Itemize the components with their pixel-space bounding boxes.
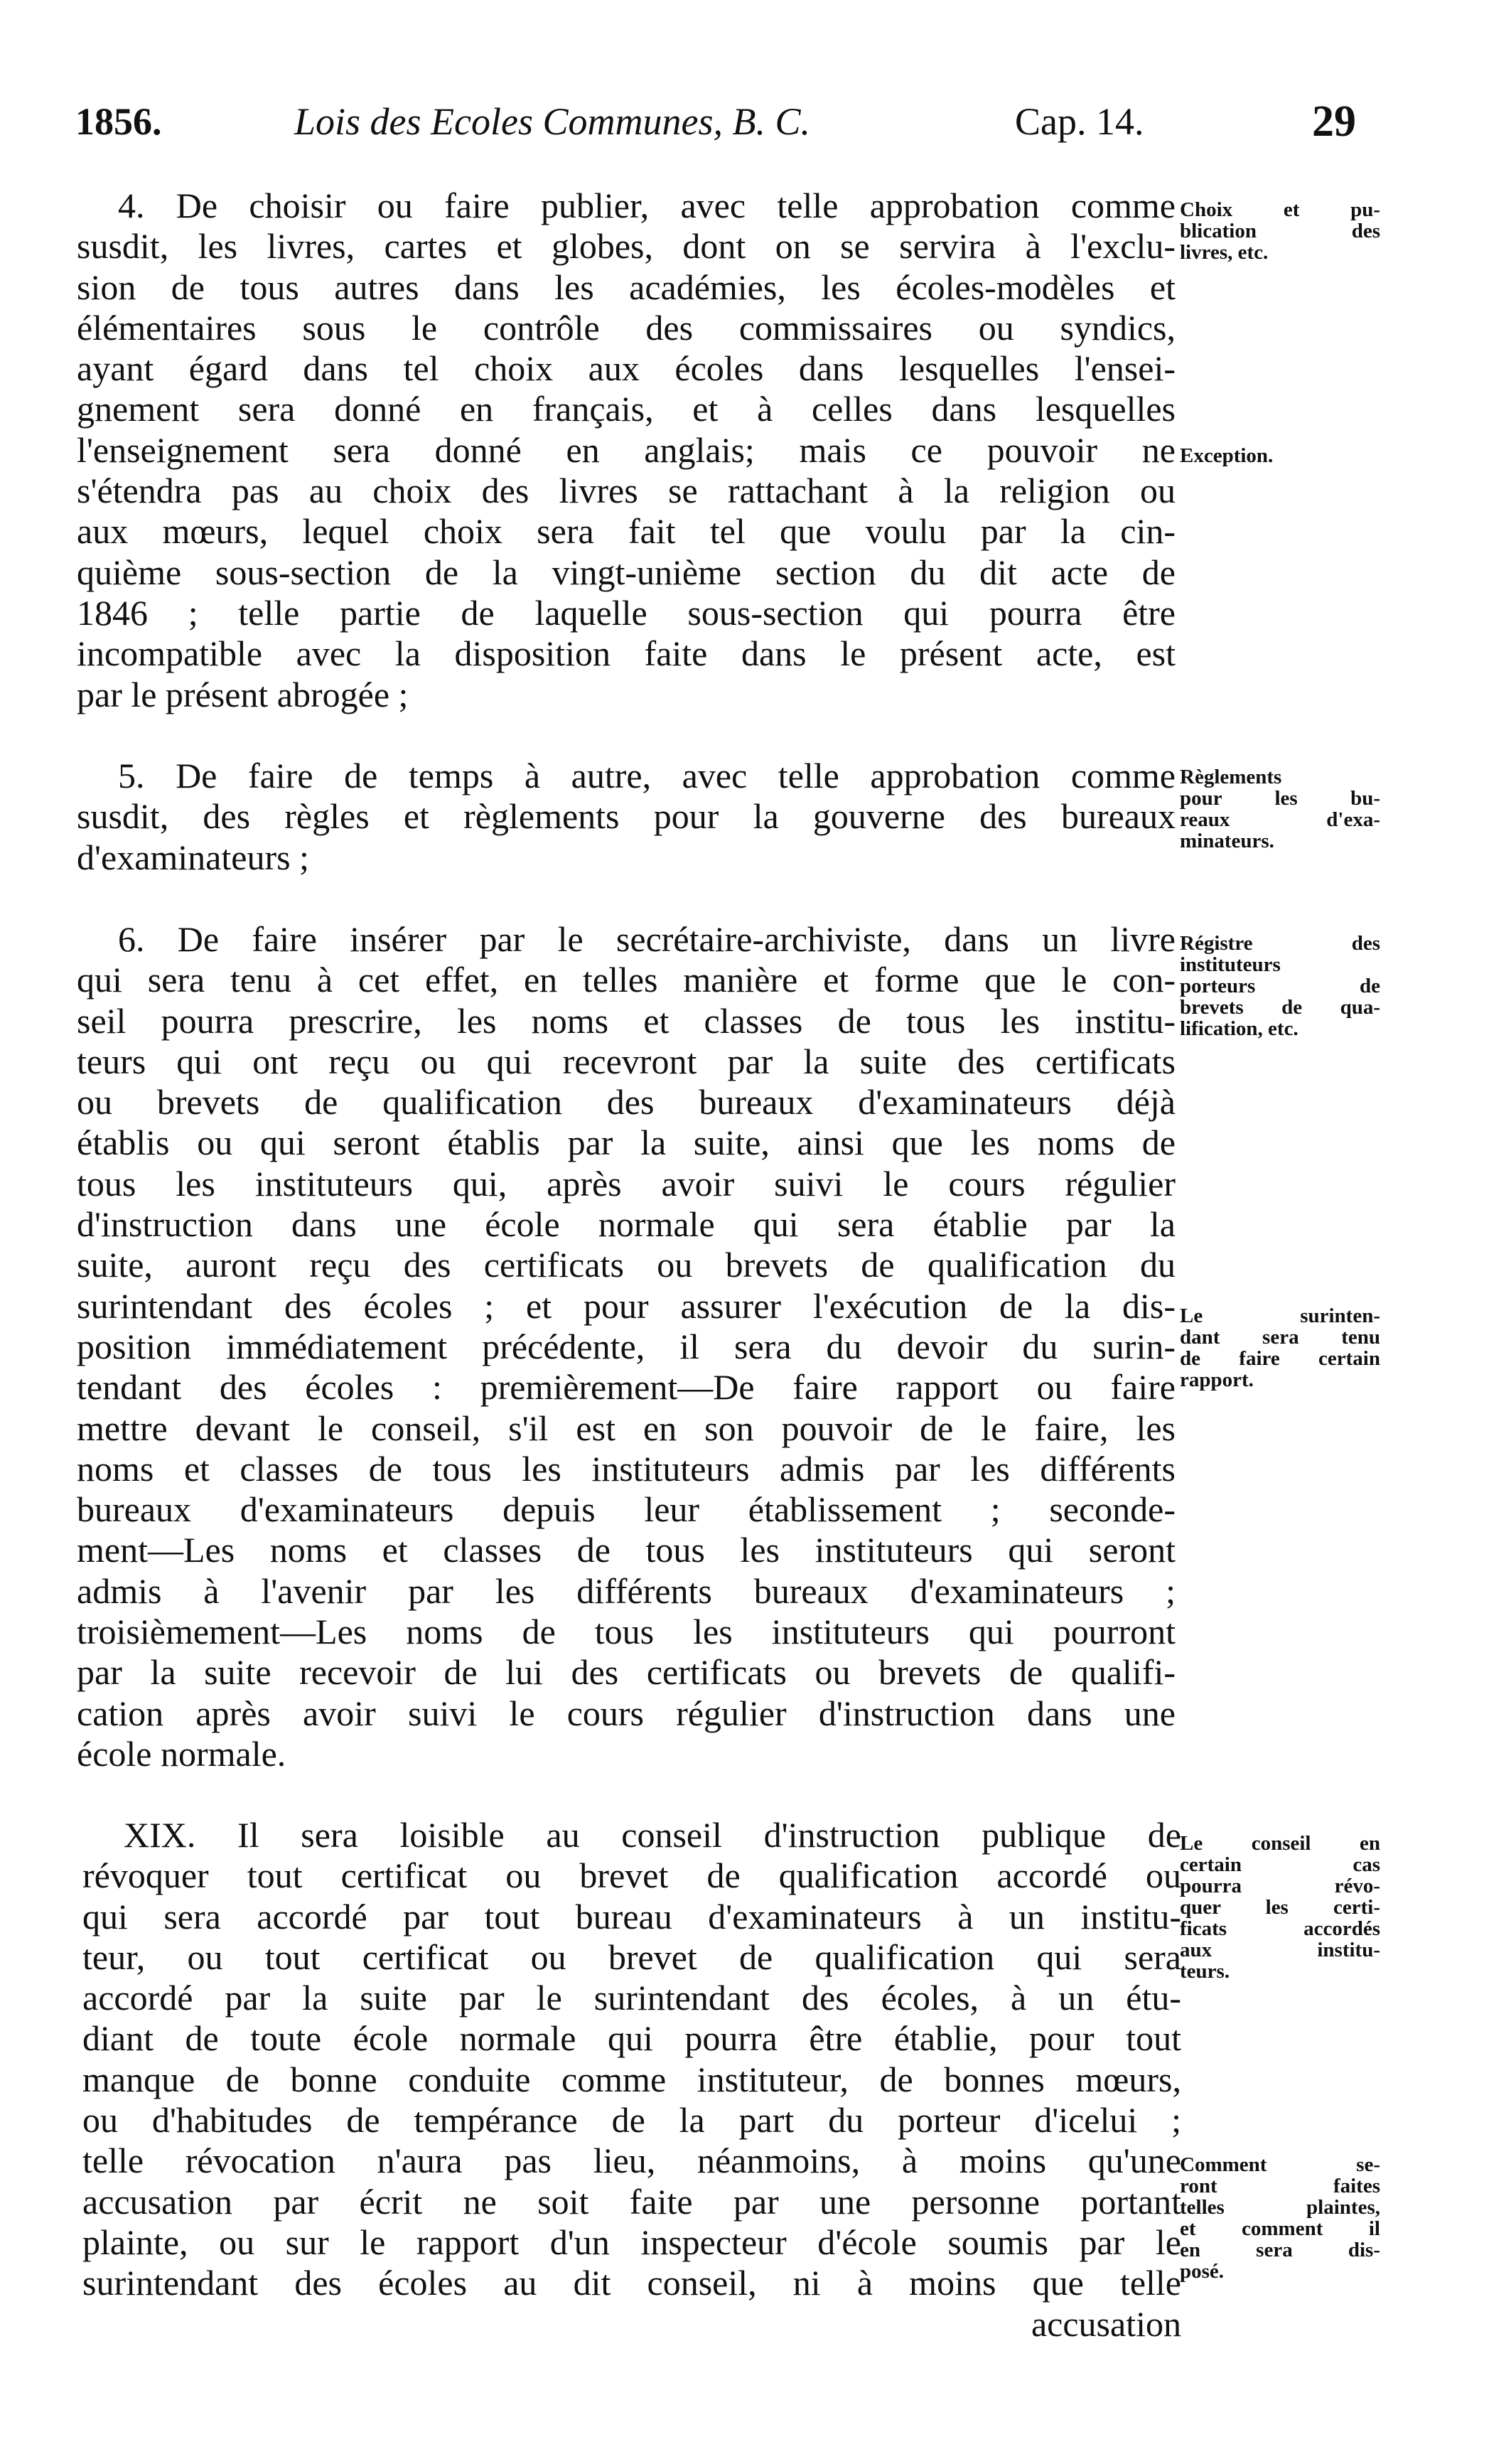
running-title: Lois des Ecoles Communes, B. C. [294, 100, 810, 143]
margin-note-exception [1180, 445, 1380, 466]
text-line: établis ou qui seront établis par la suite, ainsi que les noms de [77, 1123, 1176, 1163]
margin-note-line: ront faites [1180, 2175, 1380, 2197]
text-line: plainte, ou sur le rapport d'un inspecteur d'école soumis par le [82, 2222, 1181, 2262]
text-line: ou d'habitudes de tempérance de la part du porteur d'icelui ; [82, 2100, 1181, 2141]
text-line: mettre devant le conseil, s'il est en son pouvoir de le faire, les [77, 1408, 1176, 1448]
margin-note-line: minateurs. [1180, 830, 1274, 852]
text-line: seil pourra prescrire, les noms et classes de tous les institu- [77, 1000, 1176, 1041]
margin-note-line: posé. [1180, 2260, 1225, 2283]
margin-note-line: Choix et pu- [1180, 198, 1380, 221]
margin-note-line: porteurs de [1180, 975, 1380, 997]
text-line: ment—Les noms et classes de tous les instituteurs qui seront [77, 1530, 1176, 1570]
text-line: incompatible avec la disposition faite dans le présent acte, est [77, 633, 1176, 674]
text-line: s'étendra pas au choix des livres se rattachant à la religion ou [77, 471, 1176, 511]
text-line: aux mœurs, lequel choix sera fait tel que voulu par la cin- [77, 511, 1176, 552]
margin-note-line: ficats accordés [1180, 1917, 1380, 1940]
text-line: teur, ou tout certificat ou brevet de qualification qui sera [82, 1937, 1181, 1977]
paragraph-4 [77, 186, 1176, 715]
margin-note-line: Exception. [1180, 444, 1274, 467]
text-line: révoquer tout certificat ou brevet de qualification accordé ou [82, 1855, 1181, 1896]
section-xix [82, 1815, 1181, 2345]
text-line: surintendant des écoles ; et pour assurer l'exécution de la dis- [77, 1285, 1176, 1326]
text-line: 5. De faire de temps à autre, avec telle approbation comme [118, 756, 1176, 796]
margin-note-line: instituteurs [1180, 953, 1281, 976]
text-line: qui sera tenu à cet effet, en telles manière et forme que le con- [77, 960, 1176, 1000]
text-line: d'examinateurs ; [77, 837, 309, 877]
text-line: l'enseignement sera donné en anglais; mais ce pouvoir ne [77, 429, 1176, 470]
chapter-number: Cap. 14. [1015, 100, 1144, 143]
text-line: noms et classes de tous les instituteurs admis par les différents [77, 1448, 1176, 1489]
text-line: manque de bonne conduite comme instituteur, de bonnes mœurs, [82, 2059, 1181, 2099]
margin-note-line: brevets de qua- [1180, 996, 1380, 1019]
text-line: troisièmement—Les noms de tous les instituteurs qui pourront [77, 1612, 1176, 1652]
margin-note-line: Le conseil en [1180, 1832, 1380, 1855]
text-line: 1846 ; telle partie de laquelle sous-section qui pourra être [77, 592, 1176, 633]
margin-note-line: Comment se- [1180, 2153, 1380, 2176]
text-line: gnement sera donné en français, et à celles dans lesquelles [77, 389, 1176, 429]
text-line: accusation par écrit ne soit faite par une personne portant [82, 2181, 1181, 2222]
margin-note-line: et comment il [1180, 2217, 1380, 2240]
text-line: admis à l'avenir par les différents bureaux d'examinateurs ; [77, 1570, 1176, 1611]
text-line: 4. De choisir ou faire publier, avec telle approbation comme [118, 186, 1176, 225]
text-line: susdit, des règles et règlements pour la gouverne des bureaux [77, 796, 1176, 837]
margin-note-reglements [1180, 766, 1380, 852]
text-line: quième sous-section de la vingt-unième section du dit acte de [77, 552, 1176, 592]
margin-note-line: telles plaintes, [1180, 2196, 1380, 2219]
text-line: position immédiatement précédente, il sera du devoir du surin- [77, 1326, 1176, 1366]
paragraph-5 [77, 756, 1176, 878]
text-line: telle révocation n'aura pas lieu, néanmoins, à moins qu'une [82, 2141, 1181, 2181]
text-line: diant de toute école normale qui pourra être établie, pour tout [82, 2018, 1181, 2059]
margin-note-line: lification, etc. [1180, 1017, 1298, 1040]
margin-note-surintendant [1180, 1305, 1380, 1391]
header-year: 1856. [75, 100, 162, 143]
text-line: tendant des écoles : premièrement—De faire rapport ou faire [77, 1367, 1176, 1408]
text-line: d'instruction dans une école normale qui sera établie par la [77, 1204, 1176, 1245]
margin-note-line: blication des [1180, 220, 1380, 242]
text-line: ayant égard dans tel choix aux écoles dans lesquelles l'ensei- [77, 348, 1176, 389]
margin-note-line: livres, etc. [1180, 241, 1269, 264]
margin-note-line: dant sera tenu [1180, 1326, 1380, 1349]
text-line: sion de tous autres dans les académies, les écoles-modèles et [77, 267, 1176, 307]
margin-note-line: certain cas [1180, 1853, 1380, 1876]
text-line: école normale. [77, 1733, 286, 1774]
text-line: élémentaires sous le contrôle des commissaires ou syndics, [77, 307, 1176, 348]
text-line: susdit, les livres, cartes et globes, dont on se servira à l'exclu- [77, 226, 1176, 267]
page-number: 29 [1312, 97, 1356, 146]
margin-note-plaintes [1180, 2154, 1380, 2282]
margin-note-line: pourra révo- [1180, 1875, 1380, 1897]
text-line: XIX. Il sera loisible au conseil d'instruction publique de [124, 1815, 1181, 1855]
text-line: accordé par la suite par le surintendant des écoles, à un étu- [82, 1978, 1181, 2018]
margin-note-line: Régistre des [1180, 932, 1380, 955]
text-line: par le présent abrogée ; [77, 674, 409, 714]
margin-note-registre [1180, 933, 1380, 1039]
text-line: cation après avoir suivi le cours régulier d'instruction dans une [77, 1693, 1176, 1733]
margin-note-line: Règlements [1180, 766, 1282, 788]
paragraph-6 [77, 919, 1176, 1774]
margin-note-line: pour les bu- [1180, 787, 1380, 810]
text-line: 6. De faire insérer par le secrétaire-archiviste, dans un livre [118, 919, 1176, 959]
margin-note-line: de faire certain [1180, 1347, 1380, 1370]
text-line: qui sera accordé par tout bureau d'examinateurs à un institu- [82, 1896, 1181, 1937]
text-line: tous les instituteurs qui, après avoir suivi le cours régulier [77, 1163, 1176, 1204]
catchword: accusation [1031, 2303, 1181, 2344]
text-line: surintendant des écoles au dit conseil, ni à moins que telle [82, 2263, 1181, 2303]
text-line: par la suite recevoir de lui des certificats ou brevets de qualifi- [77, 1652, 1176, 1693]
margin-note-line: quer les certi- [1180, 1896, 1380, 1919]
margin-note-line: Le surinten- [1180, 1305, 1380, 1327]
text-line: bureaux d'examinateurs depuis leur établissement ; seconde- [77, 1489, 1176, 1530]
margin-note-line: teurs. [1180, 1960, 1230, 1983]
margin-note-line: aux institu- [1180, 1939, 1380, 1961]
margin-note-line: reaux d'exa- [1180, 808, 1380, 831]
margin-note-line: en sera dis- [1180, 2239, 1380, 2261]
margin-note-line: rapport. [1180, 1368, 1254, 1391]
margin-note-conseil [1180, 1833, 1380, 1982]
margin-note-choix [1180, 199, 1380, 263]
text-line: ou brevets de qualification des bureaux d'examinateurs déjà [77, 1082, 1176, 1123]
text-line: teurs qui ont reçu ou qui recevront par la suite des certificats [77, 1041, 1176, 1081]
text-line: suite, auront reçu des certificats ou brevets de qualification du [77, 1245, 1176, 1285]
